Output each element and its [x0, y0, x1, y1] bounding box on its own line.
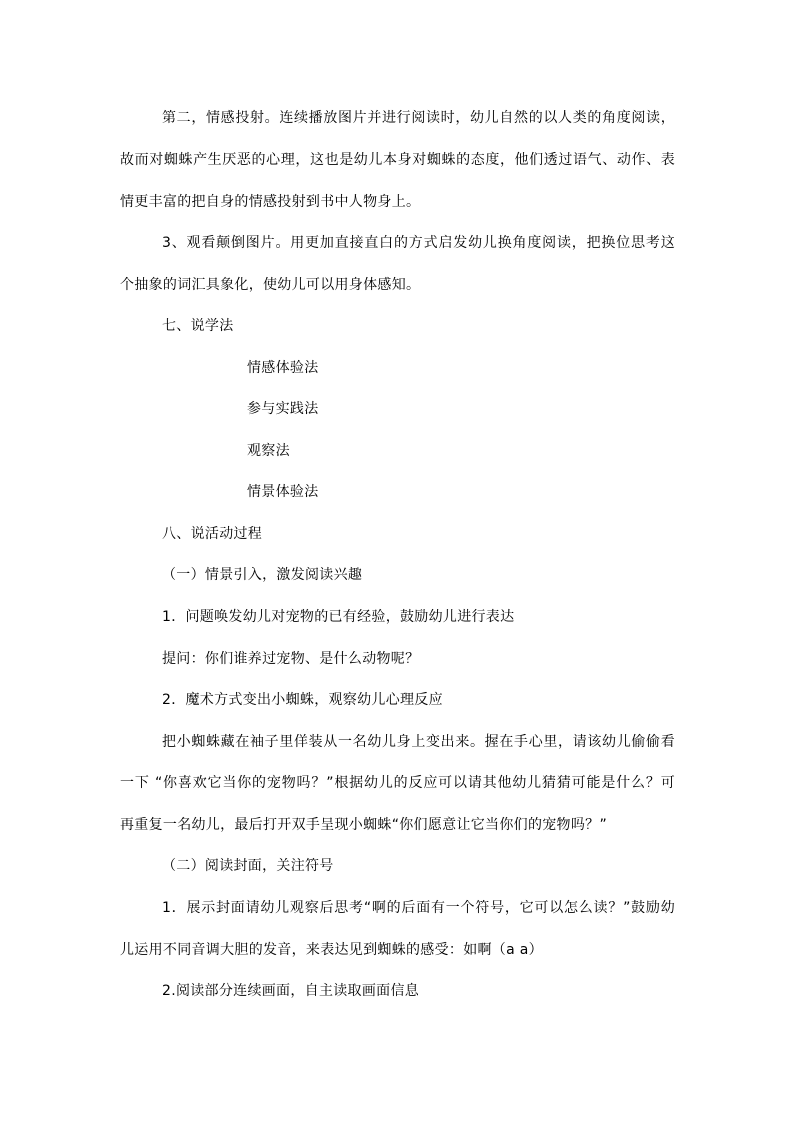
subsection-1-heading: （一）情景引入，激发阅读兴趣: [162, 567, 363, 583]
paragraph-2-line-1: 3、观看颠倒图片。用更加直接直白的方式启发幼儿换角度阅读，把换位思考这: [162, 235, 675, 251]
paragraph-1-line-2: 故而对蜘蛛产生厌恶的心理，这也是幼儿本身对蜘蛛的态度，他们透过语气、动作、表: [120, 152, 675, 168]
section-7-heading: 七、说学法: [162, 318, 234, 334]
paragraph-3-line-1: 把小蜘蛛藏在袖子里佯装从一名幼儿身上变出来。握在手心里，请该幼儿偷偷看: [162, 734, 675, 750]
paragraph-1-line-3: 情更丰富的把自身的情感投射到书中人物身上。: [120, 194, 421, 210]
method-item: 情景体验法: [247, 484, 319, 500]
paragraph-4-line-1: 1．展示封面请幼儿观察后思考“啊的后面有一个符号，它可以怎么读？”鼓励幼: [162, 900, 675, 916]
paragraph-3-line-3: 再重复一名幼儿，最后打开双手呈现小蜘蛛“你们愿意让它当你们的宠物吗？”: [120, 817, 608, 833]
method-item: 情感体验法: [247, 360, 319, 376]
step-2: 2．魔术方式变出小蜘蛛，观察幼儿心理反应: [162, 692, 443, 708]
step-3: 2.阅读部分连续画面，自主读取画面信息: [162, 983, 420, 999]
section-8-heading: 八、说活动过程: [162, 526, 263, 542]
question-text: 提问：你们谁养过宠物、是什么动物呢？: [162, 651, 420, 667]
paragraph-3-line-2: 一下 “你喜欢它当你的宠物吗？”根据幼儿的反应可以请其他幼儿猜猜可能是什么？可: [120, 775, 675, 791]
method-item: 观察法: [247, 443, 290, 459]
paragraph-1-line-1: 第二，情感投射。连续播放图片并进行阅读时，幼儿自然的以人类的角度阅读，: [162, 110, 675, 126]
paragraph-2-line-2: 个抽象的词汇具象化，使幼儿可以用身体感知。: [120, 277, 421, 293]
method-item: 参与实践法: [247, 401, 319, 417]
step-1: 1．问题唤发幼儿对宠物的已有经验，鼓励幼儿进行表达: [162, 609, 515, 625]
paragraph-4-line-2: 儿运用不同音调大胆的发音，来表达见到蜘蛛的感受：如啊（a a）: [120, 942, 543, 958]
subsection-2-heading: （二）阅读封面，关注符号: [162, 858, 334, 874]
